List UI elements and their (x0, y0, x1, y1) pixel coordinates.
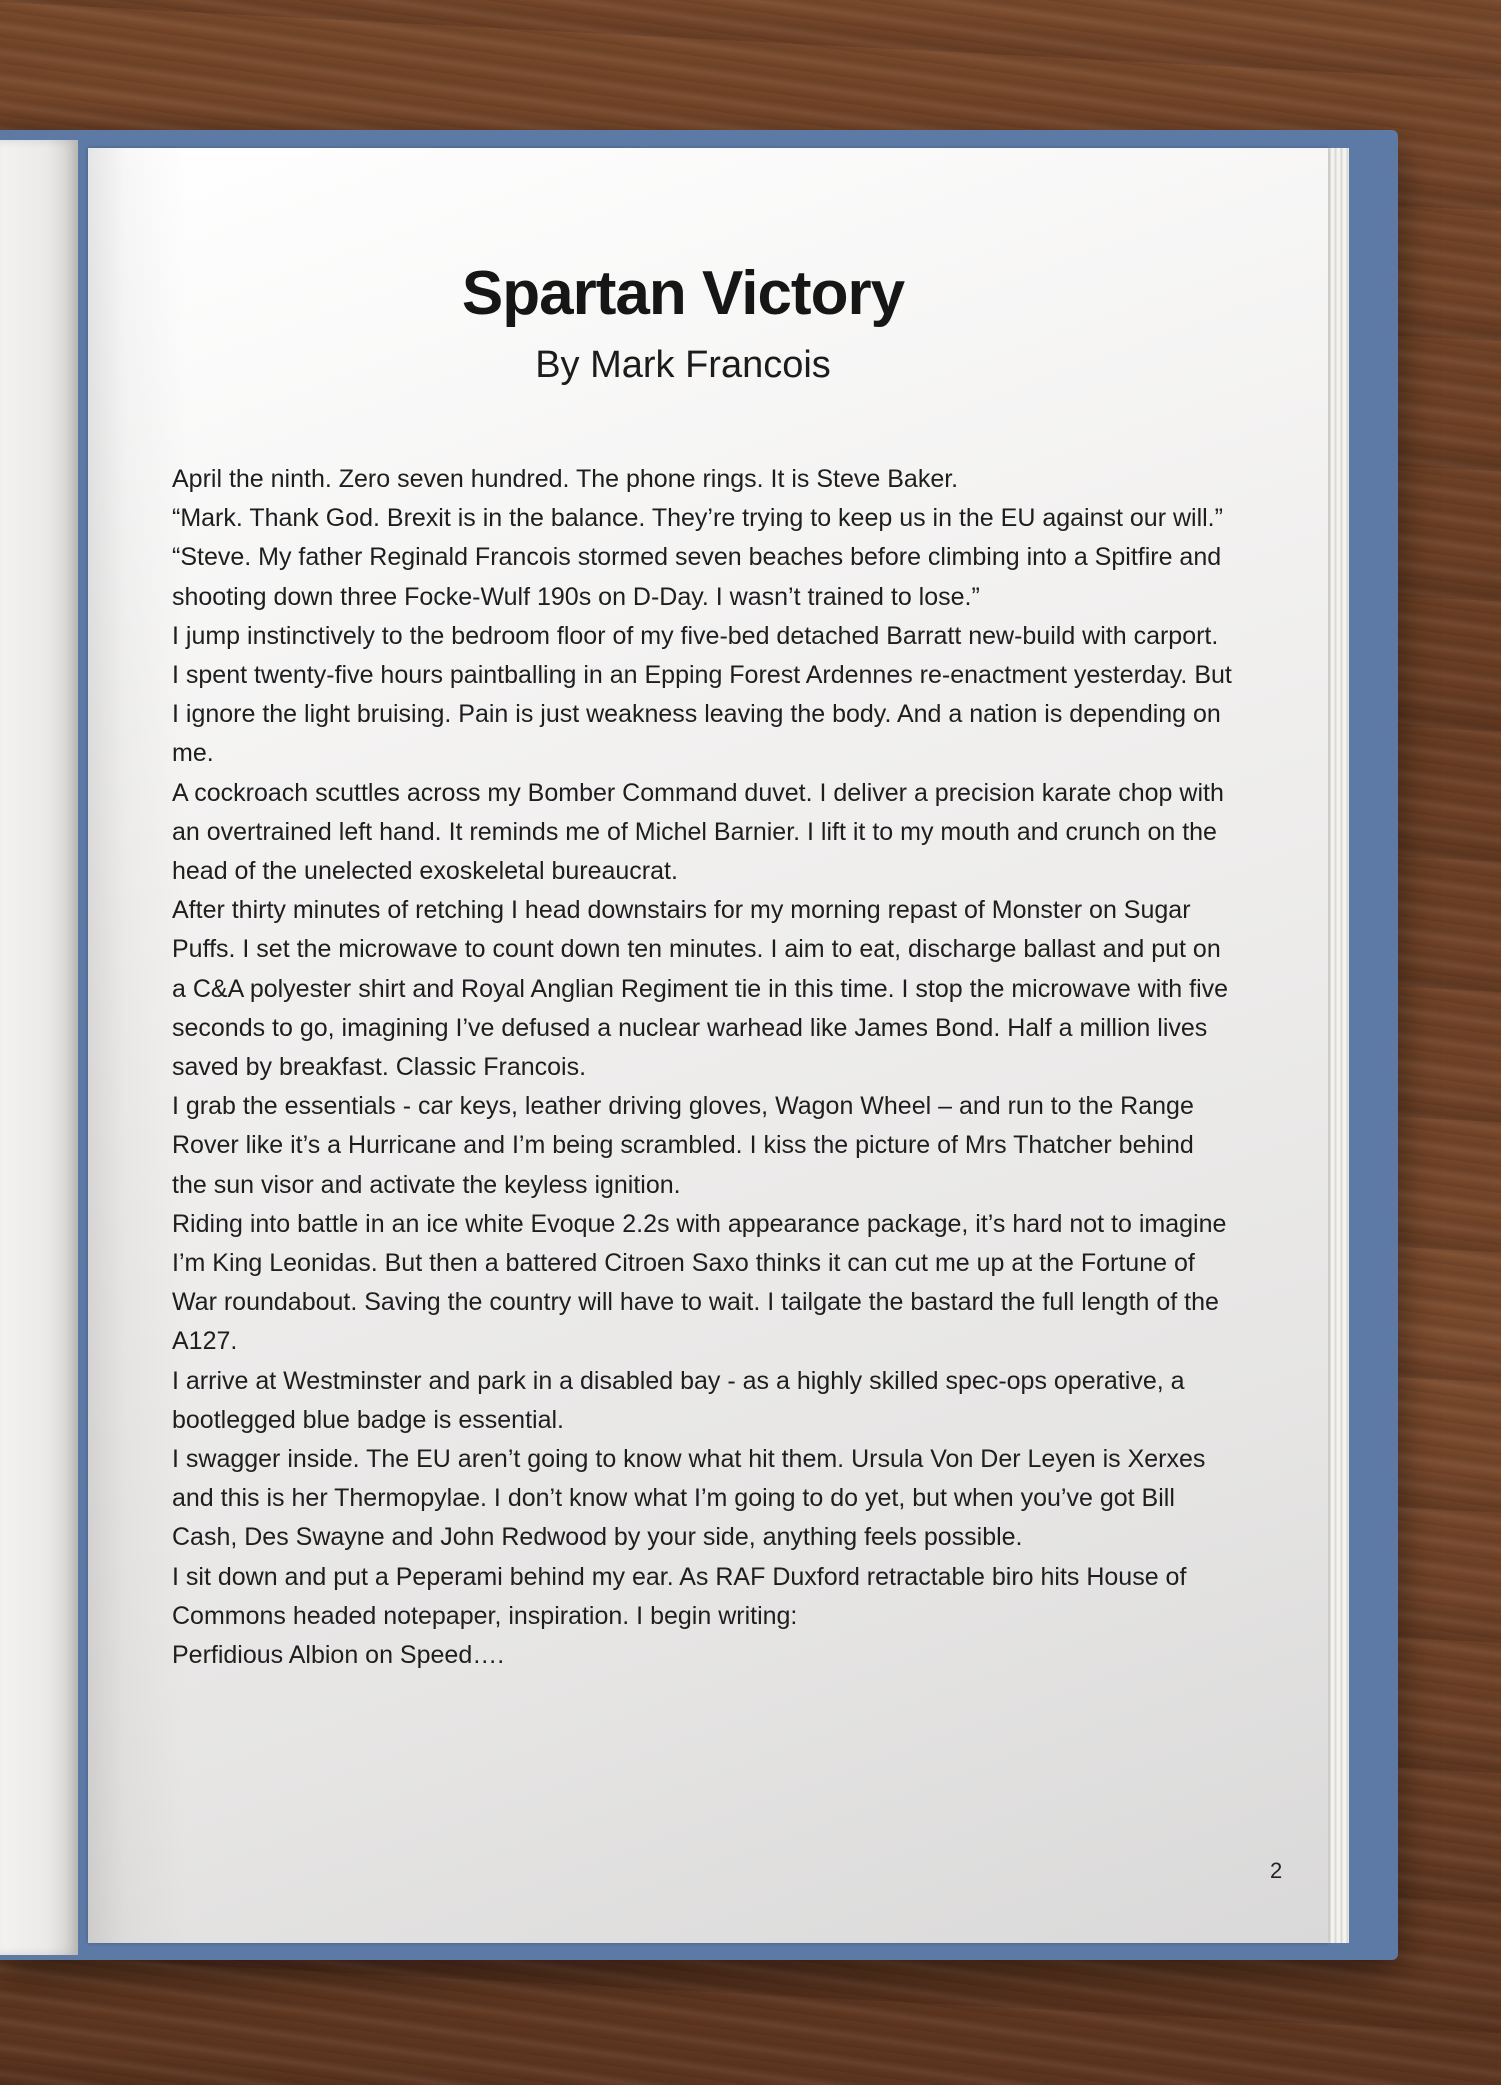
paragraph: I grab the essentials - car keys, leather driving gloves, Wagon Wheel – and run to the Range Rover like it’s a Hurricane and I’m being scrambled. I kiss the picture of Mrs Thatcher behind the sun visor and activate the keyless ignition. (172, 1092, 1194, 1199)
paragraph: “Steve. My father Reginald Francois stormed seven beaches before climbing into a Spitfire and shooting down three Focke-Wulf 190s on D-Day. I wasn’t trained to lose.” (172, 543, 1222, 611)
paragraph: After thirty minutes of retching I head downstairs for my morning repast of Monster on Sugar Puffs. I set the microwave to count down ten minutes. I aim to eat, discharge ballast and put on a C&A polyester shirt and Royal Anglian Regiment tie in this time. I stop the microwave with five seconds to go, imagining I’ve defused a nuclear warhead like James Bond. Half a million lives saved by breakfast. Classic Francois. (172, 896, 1229, 1082)
paragraph: I sit down and put a Peperami behind my ear. As RAF Duxford retractable biro hits House of Commons headed notepaper, inspiration. I begin writing: (172, 1562, 1187, 1630)
paragraph: I jump instinctively to the bedroom floor of my five-bed detached Barratt new-build with carport. I spent twenty-five hours paintballing in an Epping Forest Ardennes re-enactment yesterday. But I ignore the light bruising. Pain is just weakness leaving the body. And a nation is depending on me. (172, 621, 1232, 768)
paragraph: “Mark. Thank God. Brexit is in the balance. They’re trying to keep us in the EU against our will.” (172, 504, 1223, 533)
story-title: Spartan Victory (461, 259, 905, 328)
paragraph: A cockroach scuttles across my Bomber Command duvet. I deliver a precision karate chop with an overtrained left hand. It reminds me of Michel Barnier. I lift it to my mouth and crunch on the head of the unelected exoskeletal bureaucrat. (172, 778, 1224, 886)
story-byline: By Mark Francois (535, 344, 831, 386)
paragraph: Riding into battle in an ice white Evoque 2.2s with appearance package, it’s hard not to imagine I’m King Leonidas. But then a battered Citroen Saxo thinks it can cut me up at the Fortune of War roundabout. Saving the country will have to wait. I tailgate the bastard the full length of the A127. (172, 1209, 1227, 1356)
story-body (172, 460, 1232, 1675)
paragraph: I swagger inside. The EU aren’t going to know what hit them. Ursula Von Der Leyen is Xerxes and this is her Thermopylae. I don’t know what I’m going to do yet, but when you’ve got Bill Cash, Des Swayne and John Redwood by your side, anything feels possible. (172, 1445, 1206, 1552)
left-page (0, 140, 78, 1955)
paragraph: Perfidious Albion on Speed…. (172, 1641, 505, 1670)
page-number: 2 (1270, 1858, 1283, 1883)
paragraph: April the ninth. Zero seven hundred. The phone rings. It is Steve Baker. (172, 465, 959, 493)
paragraph: I arrive at Westminster and park in a disabled bay - as a highly skilled spec-ops operative, a bootlegged blue badge is essential. (172, 1366, 1185, 1434)
book-page (88, 148, 1328, 1943)
